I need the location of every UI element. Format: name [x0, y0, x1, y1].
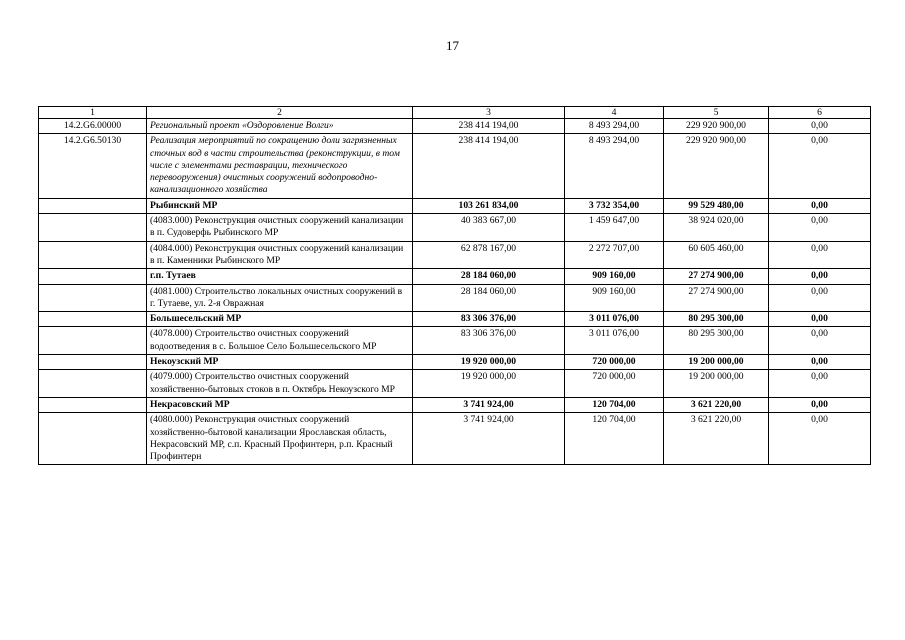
column-header-2: 2: [147, 107, 413, 119]
amount-other-cell: 0,00: [769, 397, 871, 412]
table-row: [39, 284, 871, 312]
subtotal-row: [39, 397, 871, 412]
amount-federal-cell: 3 621 220,00: [664, 413, 769, 465]
amount-other-cell: 0,00: [769, 355, 871, 370]
amount-regional-cell: 909 160,00: [565, 284, 664, 312]
amount-federal-cell: 19 200 000,00: [664, 355, 769, 370]
table-row: [39, 119, 871, 134]
amount-total-cell: 28 184 060,00: [413, 269, 565, 284]
amount-other-cell: 0,00: [769, 284, 871, 312]
amount-regional-cell: 3 011 076,00: [565, 312, 664, 327]
table-row: [39, 327, 871, 355]
amount-regional-cell: 720 000,00: [565, 370, 664, 398]
name-cell: (4078.000) Строительство очистных сооружений водоотведения в с. Большое Село Большесельского МР: [147, 327, 413, 355]
amount-total-cell: 19 920 000,00: [413, 370, 565, 398]
column-header-3: 3: [413, 107, 565, 119]
code-cell: [39, 355, 147, 370]
name-cell: Региональный проект «Оздоровление Волги»: [147, 119, 413, 134]
amount-regional-cell: 720 000,00: [565, 355, 664, 370]
amount-total-cell: 19 920 000,00: [413, 355, 565, 370]
amount-regional-cell: 3 011 076,00: [565, 327, 664, 355]
code-cell: [39, 214, 147, 242]
column-header-4: 4: [565, 107, 664, 119]
amount-federal-cell: 229 920 900,00: [664, 119, 769, 134]
table-row: [39, 413, 871, 465]
amount-other-cell: 0,00: [769, 198, 871, 213]
name-cell: Реализация мероприятий по сокращению доли загрязненных сточных вод в части строительства (реконструкции, в том числе с элементами реставрации, технического перевооружения) очистных сооружений водопроводно-канализационного хозяйства: [147, 134, 413, 198]
code-cell: [39, 413, 147, 465]
name-cell: (4079.000) Строительство очистных сооружений хозяйственно-бытовых стоков в п. Октябрь Некоузского МР: [147, 370, 413, 398]
amount-regional-cell: 909 160,00: [565, 269, 664, 284]
table-body: [39, 119, 871, 465]
table-row: [39, 370, 871, 398]
amount-federal-cell: 27 274 900,00: [664, 269, 769, 284]
column-header-6: 6: [769, 107, 871, 119]
name-cell: (4080.000) Реконструкция очистных сооружений хозяйственно-бытовой канализации Ярославская область, Некрасовский МР, с.п. Красный Профинтерн, р.п. Красный Профинтерн: [147, 413, 413, 465]
amount-regional-cell: 2 272 707,00: [565, 241, 664, 269]
amount-other-cell: 0,00: [769, 214, 871, 242]
amount-regional-cell: 120 704,00: [565, 413, 664, 465]
column-header-1: 1: [39, 107, 147, 119]
amount-regional-cell: 120 704,00: [565, 397, 664, 412]
amount-federal-cell: 60 605 460,00: [664, 241, 769, 269]
amount-other-cell: 0,00: [769, 119, 871, 134]
amount-total-cell: 83 306 376,00: [413, 312, 565, 327]
subtotal-row: [39, 355, 871, 370]
amount-total-cell: 103 261 834,00: [413, 198, 565, 213]
code-cell: [39, 312, 147, 327]
amount-other-cell: 0,00: [769, 269, 871, 284]
code-cell: [39, 241, 147, 269]
subtotal-row: [39, 198, 871, 213]
amount-total-cell: 40 383 667,00: [413, 214, 565, 242]
code-cell: [39, 370, 147, 398]
code-cell: [39, 269, 147, 284]
budget-table: [38, 106, 871, 465]
name-cell: (4084.000) Реконструкция очистных сооружений канализации в п. Каменники Рыбинского МР: [147, 241, 413, 269]
page-number: 17: [446, 38, 459, 53]
name-cell: Некоузский МР: [147, 355, 413, 370]
name-cell: (4081.000) Строительство локальных очистных сооружений в г. Тутаеве, ул. 2-я Овражная: [147, 284, 413, 312]
table-row: [39, 214, 871, 242]
amount-other-cell: 0,00: [769, 370, 871, 398]
amount-total-cell: 238 414 194,00: [413, 119, 565, 134]
amount-federal-cell: 80 295 300,00: [664, 327, 769, 355]
subtotal-row: [39, 312, 871, 327]
amount-federal-cell: 80 295 300,00: [664, 312, 769, 327]
header-row: [39, 107, 871, 119]
amount-federal-cell: 99 529 480,00: [664, 198, 769, 213]
table-row: [39, 241, 871, 269]
name-cell: (4083.000) Реконструкция очистных сооружений канализации в п. Судоверфь Рыбинского МР: [147, 214, 413, 242]
amount-other-cell: 0,00: [769, 327, 871, 355]
name-cell: г.п. Тутаев: [147, 269, 413, 284]
amount-federal-cell: 27 274 900,00: [664, 284, 769, 312]
code-cell: 14.2.G6.50130: [39, 134, 147, 198]
amount-regional-cell: 1 459 647,00: [565, 214, 664, 242]
amount-total-cell: 3 741 924,00: [413, 413, 565, 465]
amount-federal-cell: 19 200 000,00: [664, 370, 769, 398]
amount-regional-cell: 3 732 354,00: [565, 198, 664, 213]
amount-federal-cell: 229 920 900,00: [664, 134, 769, 198]
table-row: [39, 134, 871, 198]
amount-total-cell: 3 741 924,00: [413, 397, 565, 412]
subtotal-row: [39, 269, 871, 284]
amount-other-cell: 0,00: [769, 134, 871, 198]
code-cell: [39, 198, 147, 213]
column-header-5: 5: [664, 107, 769, 119]
amount-federal-cell: 38 924 020,00: [664, 214, 769, 242]
code-cell: 14.2.G6.00000: [39, 119, 147, 134]
code-cell: [39, 397, 147, 412]
amount-federal-cell: 3 621 220,00: [664, 397, 769, 412]
amount-other-cell: 0,00: [769, 312, 871, 327]
name-cell: Большесельский МР: [147, 312, 413, 327]
amount-regional-cell: 8 493 294,00: [565, 119, 664, 134]
amount-other-cell: 0,00: [769, 241, 871, 269]
name-cell: Рыбинский МР: [147, 198, 413, 213]
amount-regional-cell: 8 493 294,00: [565, 134, 664, 198]
amount-total-cell: 62 878 167,00: [413, 241, 565, 269]
code-cell: [39, 327, 147, 355]
name-cell: Некрасовский МР: [147, 397, 413, 412]
amount-total-cell: 28 184 060,00: [413, 284, 565, 312]
amount-total-cell: 83 306 376,00: [413, 327, 565, 355]
amount-other-cell: 0,00: [769, 413, 871, 465]
amount-total-cell: 238 414 194,00: [413, 134, 565, 198]
code-cell: [39, 284, 147, 312]
